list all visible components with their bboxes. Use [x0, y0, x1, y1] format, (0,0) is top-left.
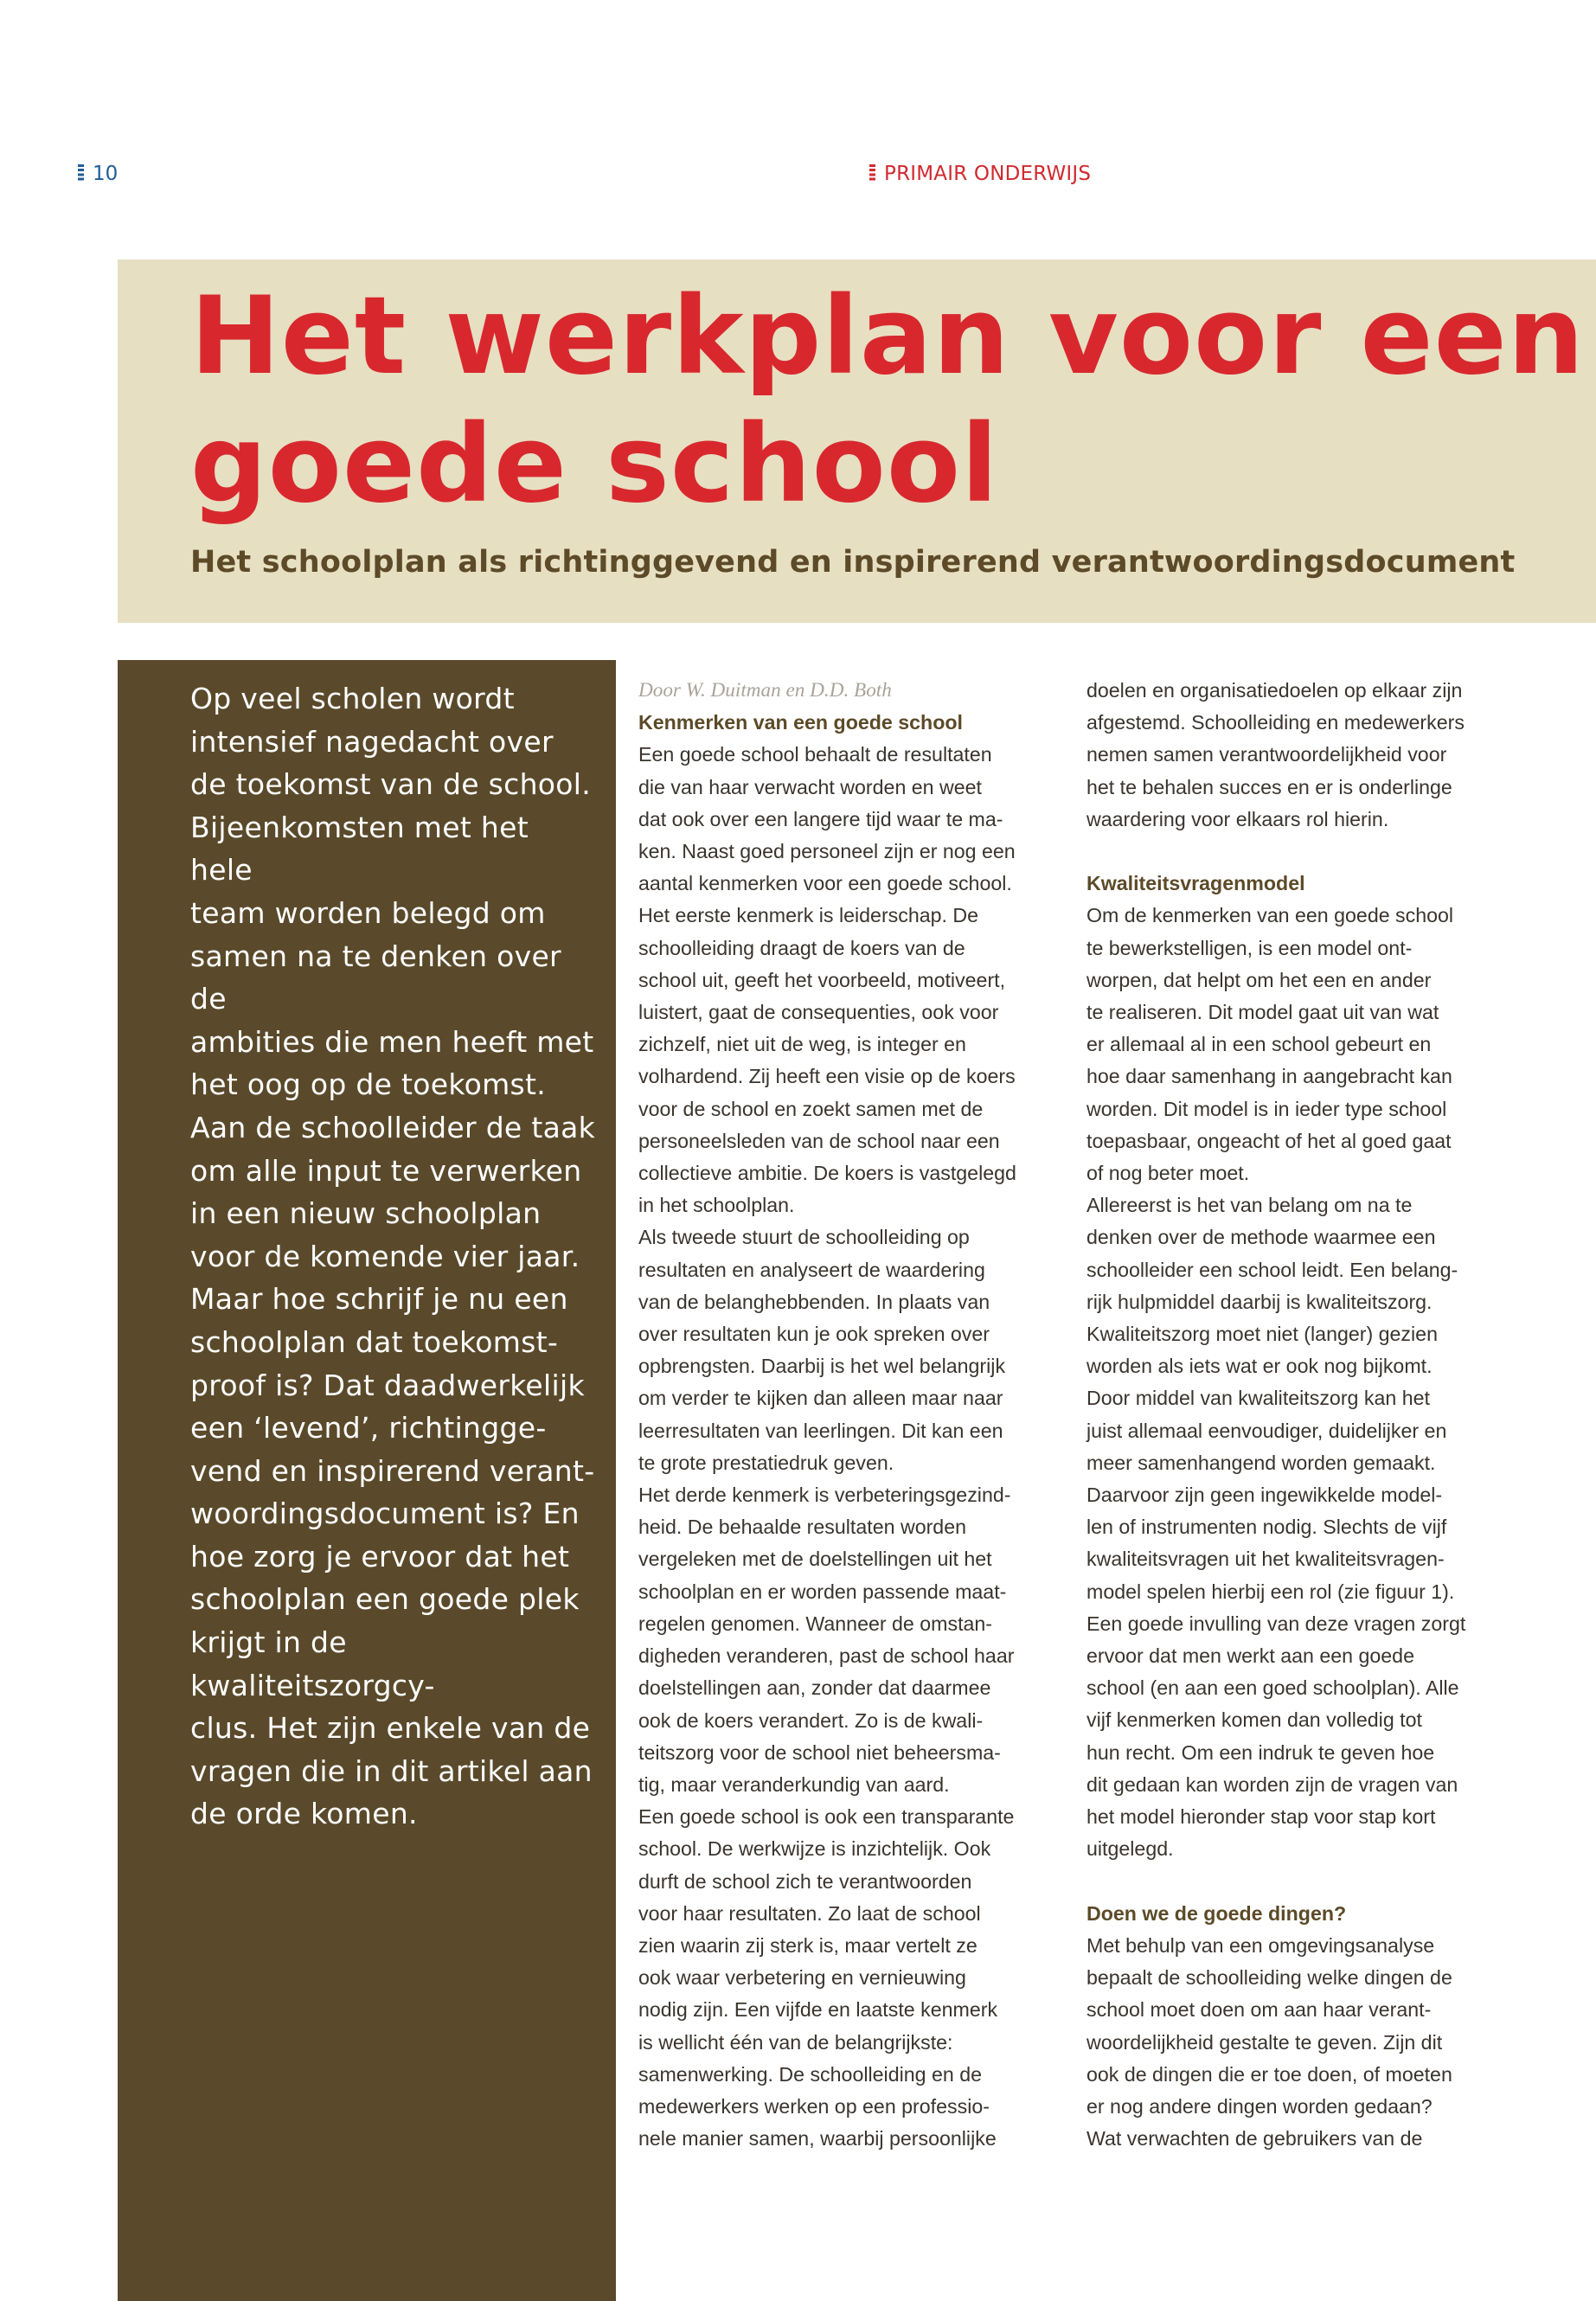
text-line: er nog andere dingen worden gedaan? — [1086, 2094, 1433, 2118]
section-label-text: PRIMAIR ONDERWIJS — [884, 163, 1092, 185]
text-line: uitgelegd. — [1086, 1837, 1174, 1861]
text-line: school moet doen om aan haar verant- — [1086, 1998, 1432, 2022]
section-label — [869, 163, 1091, 185]
page-title-line-1: Het werkplan voor een — [190, 274, 1585, 399]
paragraph-gap — [1086, 1866, 1519, 1898]
intro-line: Maar hoe schrijf je nu een — [190, 1282, 568, 1317]
text-line: voor de school en zoekt samen met de — [638, 1097, 984, 1120]
section-heading-goede-dingen: Doen we de goede dingen? — [1086, 1901, 1347, 1925]
text-line: regelen genomen. Wanneer de omstan- — [638, 1612, 993, 1635]
page-number-text: 10 — [93, 163, 119, 185]
intro-line: proof is? Dat daadwerkelijk — [190, 1368, 585, 1402]
intro-text — [190, 677, 597, 1836]
text-line: Een goede invulling van deze vragen zorgt — [1086, 1612, 1466, 1635]
text-line: van de belanghebbenden. In plaats van — [638, 1290, 990, 1313]
intro-line: het oog op de toekomst. — [190, 1067, 547, 1102]
text-line: toepasbaar, ongeacht of het al goed gaat — [1086, 1129, 1452, 1152]
text-line: model spelen hierbij een rol (zie figuur 1). — [1086, 1580, 1455, 1603]
intro-line: de orde komen. — [190, 1797, 418, 1831]
text-line: school. De werkwijze is inzichtelijk. Ook — [638, 1837, 991, 1861]
text-line: leerresultaten van leerlingen. Dit kan een — [638, 1419, 1003, 1442]
intro-line: intensief nagedacht over — [190, 724, 554, 759]
text-line: of nog beter moet. — [1086, 1162, 1250, 1185]
text-line: voor haar resultaten. Zo laat de school — [638, 1901, 981, 1925]
text-line: zien waarin zij sterk is, maar vertelt ze — [638, 1933, 977, 1957]
intro-line: een ‘levend’, richtingge- — [190, 1411, 547, 1445]
text-line: in het schoolplan. — [638, 1194, 795, 1217]
text-line: het model hieronder stap voor stap kort — [1086, 1805, 1436, 1829]
intro-line: vend en inspirerend verant- — [190, 1453, 595, 1488]
text-line: nodig zijn. Een vijfde en laatste kenmerk — [638, 1998, 998, 2022]
intro-line: hoe zorg je ervoor dat het — [190, 1539, 570, 1574]
text-line: die van haar verwacht worden en weet — [638, 775, 982, 798]
section-heading-kenmerken: Kenmerken van een goede school — [638, 711, 963, 734]
text-line: heid. De behaalde resultaten worden — [638, 1516, 966, 1539]
text-line: nemen samen verantwoordelijkheid voor — [1086, 743, 1447, 766]
paragraph-gap — [1086, 836, 1519, 868]
text-line: meer samenhangend worden gemaakt. — [1086, 1451, 1436, 1474]
intro-line: woordingsdocument is? En — [190, 1497, 580, 1531]
text-line: over resultaten kun je ook spreken over — [638, 1323, 990, 1346]
body-right-section-2 — [1086, 900, 1519, 1865]
text-line: schoolleider een school leidt. Een belang- — [1086, 1258, 1458, 1281]
text-line: Een goede school is ook een transparante — [638, 1805, 1015, 1829]
text-line: afgestemd. Schoolleiding en medewerkers — [1086, 711, 1465, 734]
text-line: ervoor dat men werkt aan een goede — [1086, 1644, 1414, 1668]
article-column-right — [1086, 675, 1519, 2155]
text-line: opbrengsten. Daarbij is het wel belangrijk — [638, 1355, 1006, 1378]
text-line: Allereerst is het van belang om na te — [1086, 1194, 1413, 1217]
text-line: Daarvoor zijn geen ingewikkelde model- — [1086, 1484, 1443, 1507]
intro-line: clus. Het zijn enkele van de — [190, 1711, 591, 1746]
text-line: schoolleiding draagt de koers van de — [638, 936, 965, 959]
text-line: zichzelf, niet uit de weg, is integer en — [638, 1033, 966, 1056]
text-line: dit gedaan kan worden zijn de vragen van — [1086, 1772, 1458, 1796]
text-line: kwaliteitsvragen uit het kwaliteitsvragen- — [1086, 1548, 1445, 1571]
text-line: teitszorg voor de school niet beheersma- — [638, 1740, 1001, 1764]
text-line: vergeleken met de doelstellingen uit het — [638, 1548, 992, 1571]
text-line: hun recht. Om een indruk te geven hoe — [1086, 1740, 1435, 1764]
text-line: Als tweede stuurt de schoolleiding op — [638, 1226, 970, 1249]
text-line: waardering voor elkaars rol hierin. — [1086, 807, 1389, 830]
page-number — [78, 163, 118, 185]
page-marker-icon — [78, 164, 84, 182]
intro-line: schoolplan een goede plek — [190, 1582, 580, 1617]
text-line: digheden veranderen, past de school haar — [638, 1644, 1015, 1668]
text-line: om verder te kijken dan alleen maar naar — [638, 1387, 1003, 1410]
text-line: dat ook over een langere tijd waar te ma- — [638, 807, 1003, 830]
text-line: personeelsleden van de school naar een — [638, 1129, 1000, 1152]
page-subtitle: Het schoolplan als richtinggevend en inspirerend verantwoordingsdocument — [190, 545, 1516, 580]
text-line: doelen en organisatiedoelen op elkaar zijn — [1086, 679, 1463, 702]
text-line: te grote prestatiedruk geven. — [638, 1451, 894, 1474]
text-line: Wat verwachten de gebruikers van de — [1086, 2127, 1423, 2150]
text-line: ook de koers verandert. Zo is de kwali- — [638, 1708, 984, 1732]
text-line: aantal kenmerken voor een goede school. — [638, 872, 1012, 895]
text-line: woordelijkheid gestalte te geven. Zijn dit — [1086, 2030, 1443, 2054]
intro-line: samen na te denken over de — [190, 939, 561, 1016]
intro-line: krijgt in de kwaliteitszorgcy- — [190, 1625, 435, 1702]
text-line: worden als iets wat er ook nog bijkomt. — [1086, 1355, 1433, 1378]
text-line: durft de school zich te verantwoorden — [638, 1869, 972, 1893]
intro-line: schoolplan dat toekomst- — [190, 1324, 559, 1359]
text-line: denken over de methode waarmee een — [1086, 1226, 1436, 1249]
text-line: Het eerste kenmerk is leiderschap. De — [638, 904, 979, 927]
text-line: ook de dingen die er toe doen, of moeten — [1086, 2062, 1452, 2086]
text-line: rijk hulpmiddel daarbij is kwaliteitszorg. — [1086, 1290, 1433, 1313]
text-line: bepaalt de schoolleiding welke dingen de — [1086, 1966, 1452, 1990]
article-column-middle — [638, 675, 1071, 2155]
text-line: luistert, gaat de consequenties, ook voor — [638, 1001, 999, 1024]
intro-line: vragen die in dit artikel aan — [190, 1753, 593, 1788]
section-marker-icon — [869, 164, 875, 182]
intro-line: Aan de schoolleider de taak — [190, 1110, 596, 1144]
text-line: Om de kenmerken van een goede school — [1086, 904, 1454, 927]
text-line: tig, maar veranderkundig van aard. — [638, 1772, 950, 1796]
section-heading-kwaliteitsvragenmodel: Kwaliteitsvragenmodel — [1086, 872, 1305, 895]
intro-line: de toekomst van de school. — [190, 767, 592, 802]
text-line: Door middel van kwaliteitszorg kan het — [1086, 1387, 1430, 1410]
intro-line: ambities die men heeft met — [190, 1024, 594, 1059]
page-title-line-2: goede school — [190, 402, 999, 527]
page-title — [190, 272, 1585, 529]
text-line: Het derde kenmerk is verbeteringsgezind- — [638, 1484, 1011, 1507]
text-line: Kwaliteitszorg moet niet (langer) gezien — [1086, 1323, 1438, 1346]
text-line: te realiseren. Dit model gaat uit van wat — [1086, 1001, 1439, 1024]
text-line: samenwerking. De schoolleiding en de — [638, 2062, 982, 2086]
text-line: te bewerkstelligen, is een model ont- — [1086, 936, 1413, 959]
intro-line: Op veel scholen wordt — [190, 682, 515, 715]
text-line: Met behulp van een omgevingsanalyse — [1086, 1933, 1435, 1957]
text-line: collectieve ambitie. De koers is vastgelegd — [638, 1162, 1016, 1185]
intro-line: Bijeenkomsten met het hele — [190, 810, 529, 888]
text-line: vijf kenmerken komen dan volledig tot — [1086, 1708, 1422, 1732]
text-line: doelstellingen aan, zonder dat daarmee — [638, 1676, 991, 1700]
intro-line: in een nieuw schoolplan — [190, 1196, 542, 1231]
text-line: juist allemaal eenvoudiger, duidelijker en — [1086, 1419, 1447, 1442]
text-line: Een goede school behaalt de resultaten — [638, 743, 992, 766]
text-line: worpen, dat helpt om het een en ander — [1086, 968, 1432, 991]
text-line: worden. Dit model is in ieder type school — [1086, 1097, 1447, 1120]
intro-box — [118, 660, 616, 2301]
text-line: er allemaal al in een school gebeurt en — [1086, 1033, 1432, 1056]
text-line: len of instrumenten nodig. Slechts de vijf — [1086, 1516, 1447, 1539]
title-band — [118, 260, 1596, 623]
body-right-section-3 — [1086, 1930, 1519, 2155]
byline: Door W. Duitman en D.D. Both — [638, 679, 892, 702]
text-line: school uit, geeft het voorbeeld, motiveert, — [638, 968, 1006, 991]
text-line: nele manier samen, waarbij persoonlijke — [638, 2127, 997, 2150]
intro-line: team worden belegd om — [190, 895, 546, 930]
text-line: hoe daar samenhang in aangebracht kan — [1086, 1065, 1452, 1088]
text-line: resultaten en analyseert de waardering — [638, 1258, 985, 1281]
intro-line: voor de komende vier jaar. — [190, 1239, 580, 1273]
text-line: ken. Naast goed personeel zijn er nog een — [638, 840, 1016, 863]
text-line: volhardend. Zij heeft een visie op de koers — [638, 1065, 1016, 1088]
text-line: is wellicht één van de belangrijkste: — [638, 2030, 953, 2054]
text-line: schoolplan en er worden passende maat- — [638, 1580, 1007, 1603]
body-middle — [638, 739, 1071, 2155]
text-line: school (en aan een goed schoolplan). Alle — [1086, 1676, 1459, 1700]
text-line: ook waar verbetering en vernieuwing — [638, 1966, 966, 1990]
text-line: medewerkers werken op een professio- — [638, 2094, 990, 2118]
body-right-intro — [1086, 675, 1519, 836]
text-line: het te behalen succes en er is onderlinge — [1086, 775, 1452, 798]
intro-line: om alle input te verwerken — [190, 1153, 582, 1188]
